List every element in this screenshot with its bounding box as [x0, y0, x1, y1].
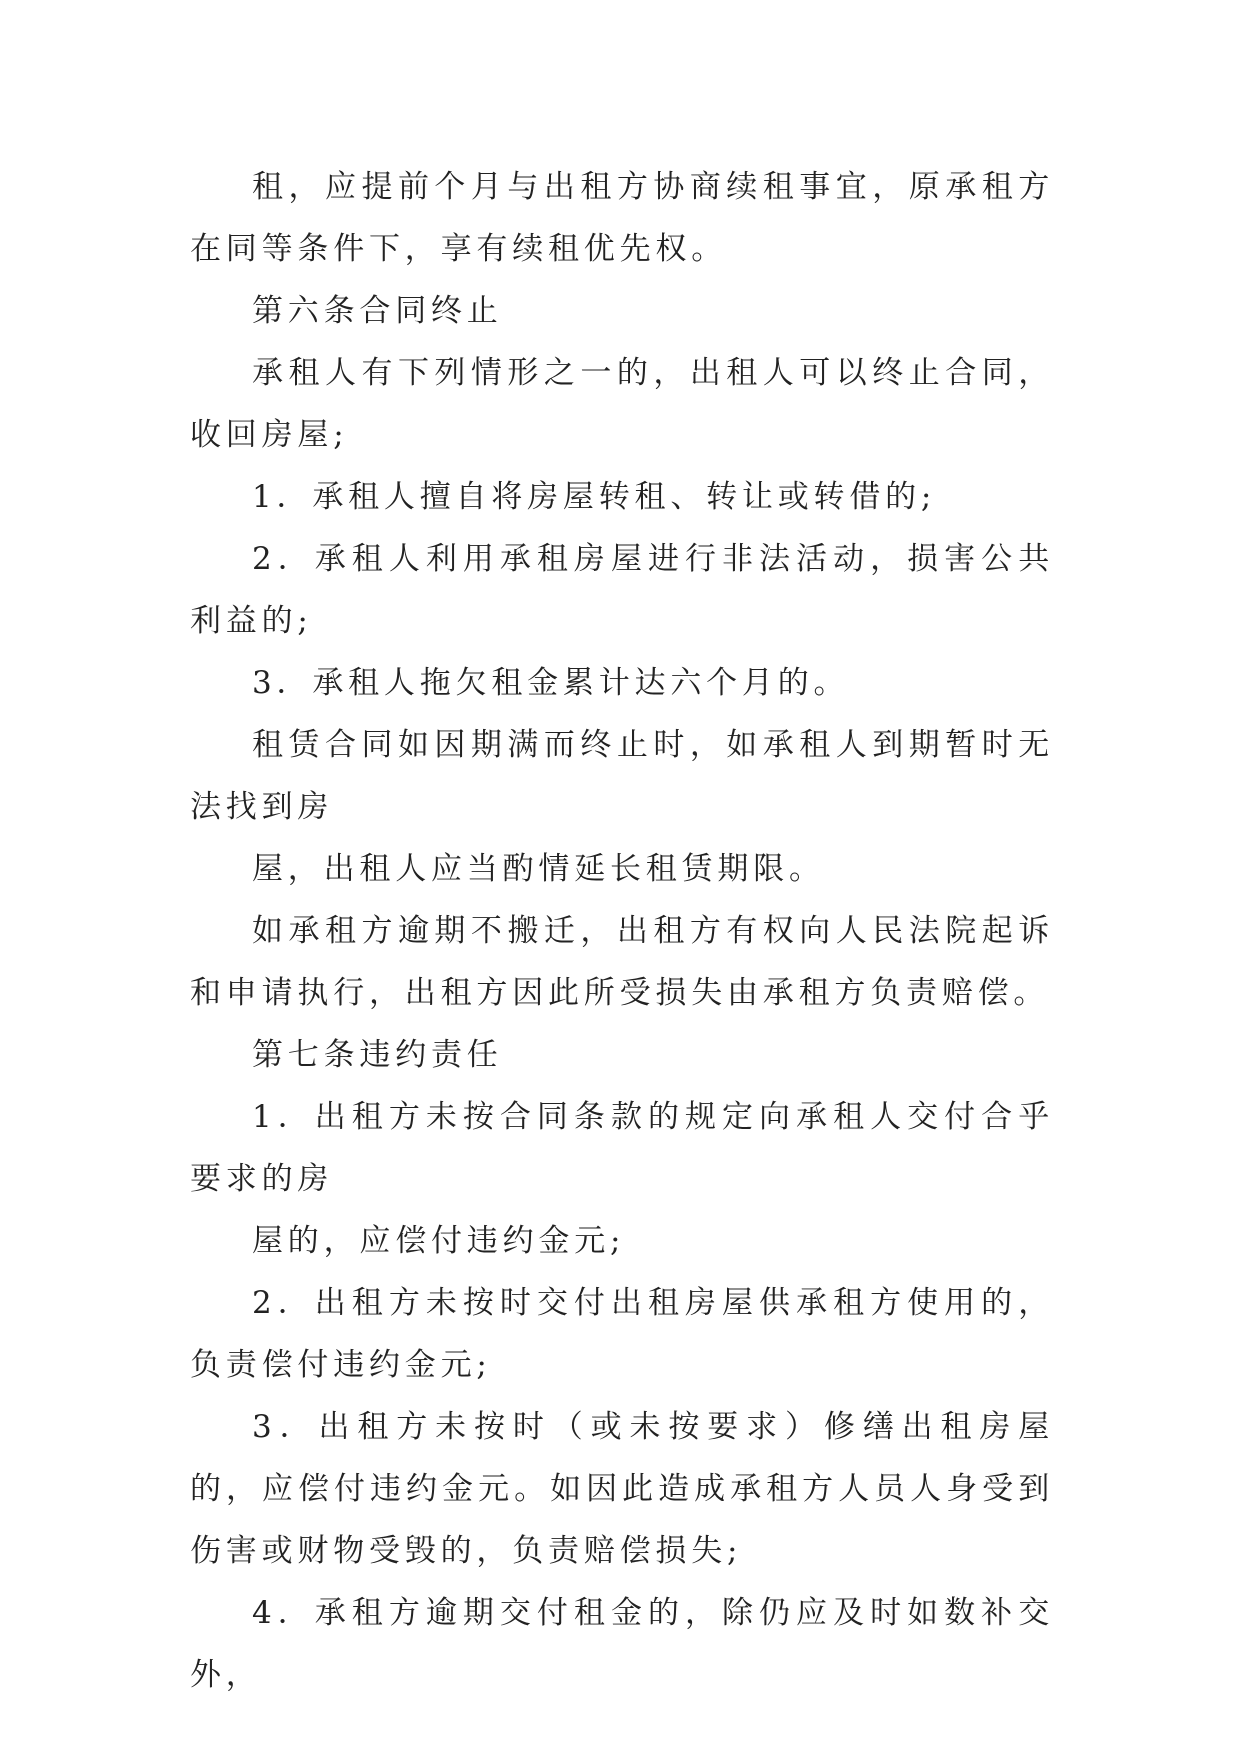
list-item-liability-1-continued: 屋的，应偿付违约金元;	[252, 1223, 626, 1259]
list-item-termination-2: 2．承租人利用承租房屋进行非法活动，损害公共利益的;	[190, 541, 1054, 639]
list-item-liability-2: 2．出租方未按时交付出租房屋供承租方使用的，负责偿付违约金元;	[190, 1285, 1054, 1383]
list-item-liability-4: 4．承租方逾期交付租金的，除仍应及时如数补交外，	[190, 1595, 1054, 1693]
paragraph-eviction: 如承租方逾期不搬迁，出租方有权向人民法院起诉和申请执行，出租方因此所受损失由承租方负责赔偿。	[190, 913, 1054, 1011]
document-page	[190, 156, 1054, 1706]
list-item-termination-3: 3．承租人拖欠租金累计达六个月的。	[252, 665, 850, 701]
paragraph-expiry: 租赁合同如因期满而终止时，如承租人到期暂时无法找到房	[190, 727, 1054, 825]
heading-article-7: 第七条违约责任	[252, 1037, 503, 1073]
list-item-liability-3: 3．出租方未按时（或未按要求）修缮出租房屋的，应偿付违约金元。如因此造成承租方人员人身受到伤害或财物受毁的，负责赔偿损失;	[190, 1409, 1054, 1569]
heading-article-6: 第六条合同终止	[252, 293, 503, 329]
paragraph-renewal: 租，应提前个月与出租方协商续租事宜，原承租方在同等条件下，享有续租优先权。	[190, 169, 1054, 267]
list-item-termination-1: 1．承租人擅自将房屋转租、转让或转借的;	[252, 479, 937, 515]
paragraph-termination-intro: 承租人有下列情形之一的，出租人可以终止合同，收回房屋;	[190, 355, 1054, 453]
paragraph-expiry-continued: 屋，出租人应当酌情延长租赁期限。	[252, 851, 825, 887]
list-item-liability-1: 1．出租方未按合同条款的规定向承租人交付合乎要求的房	[190, 1099, 1054, 1197]
